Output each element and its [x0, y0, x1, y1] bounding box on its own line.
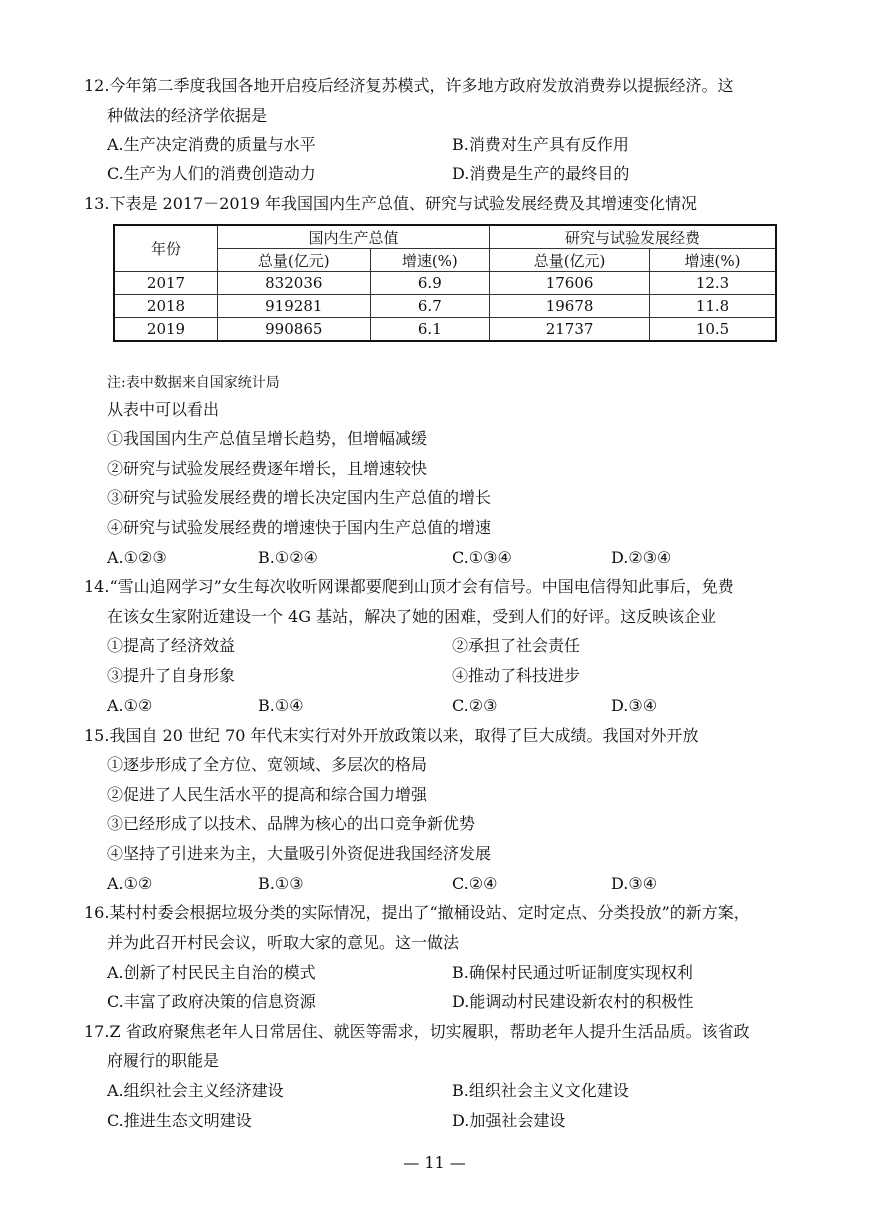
q13-option-a: A.①②③ — [107, 548, 167, 567]
q12-option-d: D.消费是生产的最终目的 — [452, 164, 630, 183]
cell-gdp-growth: 6.9 — [370, 272, 490, 295]
q14-statement-3: ③提升了自身形象 — [107, 666, 236, 685]
q15-option-b: B.①③ — [258, 874, 304, 893]
table-row — [114, 272, 776, 295]
q13-option-c: C.①③④ — [452, 548, 512, 567]
q14-statement-2: ②承担了社会责任 — [452, 636, 581, 655]
cell-rd-growth: 11.8 — [650, 295, 776, 318]
q12-option-b: B.消费对生产具有反作用 — [452, 135, 629, 154]
q17-stem-line1: 17.Z 省政府聚焦老年人日常居住、就医等需求，切实履职，帮助老年人提升生活品质。该省政 — [84, 1022, 750, 1041]
cell-year: 2019 — [114, 318, 218, 342]
q16-stem-line1: 16.某村村委会根据垃圾分类的实际情况，提出了“撤桶设站、定时定点、分类投放”的新方案， — [84, 903, 750, 922]
table-row — [114, 318, 776, 342]
table-row — [114, 295, 776, 318]
cell-gdp: 990865 — [218, 318, 371, 342]
q14-stem-line2: 在该女生家附近建设一个 4G 基站，解决了她的困难，受到人们的好评。这反映该企业 — [107, 607, 717, 626]
q13-option-d: D.②③④ — [611, 548, 672, 567]
q13-statement-3: ③研究与试验发展经费的增长决定国内生产总值的增长 — [107, 488, 492, 507]
cell-year: 2017 — [114, 272, 218, 295]
q14-stem-line1: 14.“雪山追网学习”女生每次收听网课都要爬到山顶才会有信号。中国电信得知此事后，免费 — [84, 577, 734, 596]
cell-rd: 21737 — [490, 318, 650, 342]
q15-statement-4: ④坚持了引进来为主，大量吸引外资促进我国经济发展 — [107, 844, 492, 863]
q13-option-b: B.①②④ — [258, 548, 318, 567]
q16-stem-line2: 并为此召开村民会议，听取大家的意见。这一做法 — [107, 933, 460, 952]
page-number: — 11 — — [403, 1153, 466, 1172]
cell-rd: 17606 — [490, 272, 650, 295]
q13-stem: 13.下表是 2017－2019 年我国国内生产总值、研究与试验发展经费及其增速变化情况 — [84, 194, 698, 213]
q12-stem-line2: 种做法的经济学依据是 — [107, 106, 268, 125]
q15-statement-3: ③已经形成了以技术、品牌为核心的出口竞争新优势 — [107, 814, 476, 833]
header-year: 年份 — [114, 225, 218, 272]
q16-option-c: C.丰富了政府决策的信息资源 — [107, 992, 316, 1011]
cell-gdp-growth: 6.1 — [370, 318, 490, 342]
q13-table-note: 注:表中数据来自国家统计局 — [107, 375, 280, 391]
q15-statement-2: ②促进了人民生活水平的提高和综合国力增强 — [107, 785, 428, 804]
cell-gdp: 919281 — [218, 295, 371, 318]
q16-option-d: D.能调动村民建设新农村的积极性 — [452, 992, 694, 1011]
q15-statement-1: ①逐步形成了全方位、宽领域、多层次的格局 — [107, 755, 428, 774]
q16-option-b: B.确保村民通过听证制度实现权利 — [452, 963, 693, 982]
subheader-rd-growth: 增速(%) — [650, 249, 776, 272]
q17-stem-line2: 府履行的职能是 — [107, 1051, 220, 1070]
q14-option-b: B.①④ — [258, 696, 304, 715]
cell-year: 2018 — [114, 295, 218, 318]
cell-rd: 19678 — [490, 295, 650, 318]
q12-option-a: A.生产决定消费的质量与水平 — [107, 135, 316, 154]
cell-rd-growth: 12.3 — [650, 272, 776, 295]
gdp-rd-table — [113, 224, 777, 342]
header-rd: 研究与试验发展经费 — [490, 225, 776, 249]
q12-stem-line1: 12.今年第二季度我国各地开启疫后经济复苏模式，许多地方政府发放消费券以提振经济。这 — [84, 76, 734, 95]
header-gdp: 国内生产总值 — [218, 225, 490, 249]
q14-option-c: C.②③ — [452, 696, 498, 715]
cell-gdp: 832036 — [218, 272, 371, 295]
q14-option-a: A.①② — [107, 696, 153, 715]
q15-option-d: D.③④ — [611, 874, 658, 893]
cell-gdp-growth: 6.7 — [370, 295, 490, 318]
q14-statement-1: ①提高了经济效益 — [107, 636, 236, 655]
q15-stem: 15.我国自 20 世纪 70 年代末实行对外开放政策以来，取得了巨大成绩。我国对外开放 — [84, 726, 699, 745]
q17-option-c: C.推进生态文明建设 — [107, 1111, 252, 1130]
q17-option-a: A.组织社会主义经济建设 — [107, 1081, 284, 1100]
q15-option-a: A.①② — [107, 874, 153, 893]
q12-option-c: C.生产为人们的消费创造动力 — [107, 164, 316, 183]
q17-option-b: B.组织社会主义文化建设 — [452, 1081, 629, 1100]
subheader-gdp-growth: 增速(%) — [370, 249, 490, 272]
q13-statement-1: ①我国国内生产总值呈增长趋势，但增幅减缓 — [107, 429, 428, 448]
q13-statement-4: ④研究与试验发展经费的增速快于国内生产总值的增速 — [107, 518, 492, 537]
q17-option-d: D.加强社会建设 — [452, 1111, 566, 1130]
q15-option-c: C.②④ — [452, 874, 498, 893]
q13-lead: 从表中可以看出 — [107, 400, 220, 419]
q14-statement-4: ④推动了科技进步 — [452, 666, 581, 685]
q16-option-a: A.创新了村民民主自治的模式 — [107, 963, 316, 982]
q13-statement-2: ②研究与试验发展经费逐年增长，且增速较快 — [107, 459, 428, 478]
cell-rd-growth: 10.5 — [650, 318, 776, 342]
subheader-gdp-total: 总量(亿元) — [218, 249, 371, 272]
subheader-rd-total: 总量(亿元) — [490, 249, 650, 272]
q14-option-d: D.③④ — [611, 696, 658, 715]
